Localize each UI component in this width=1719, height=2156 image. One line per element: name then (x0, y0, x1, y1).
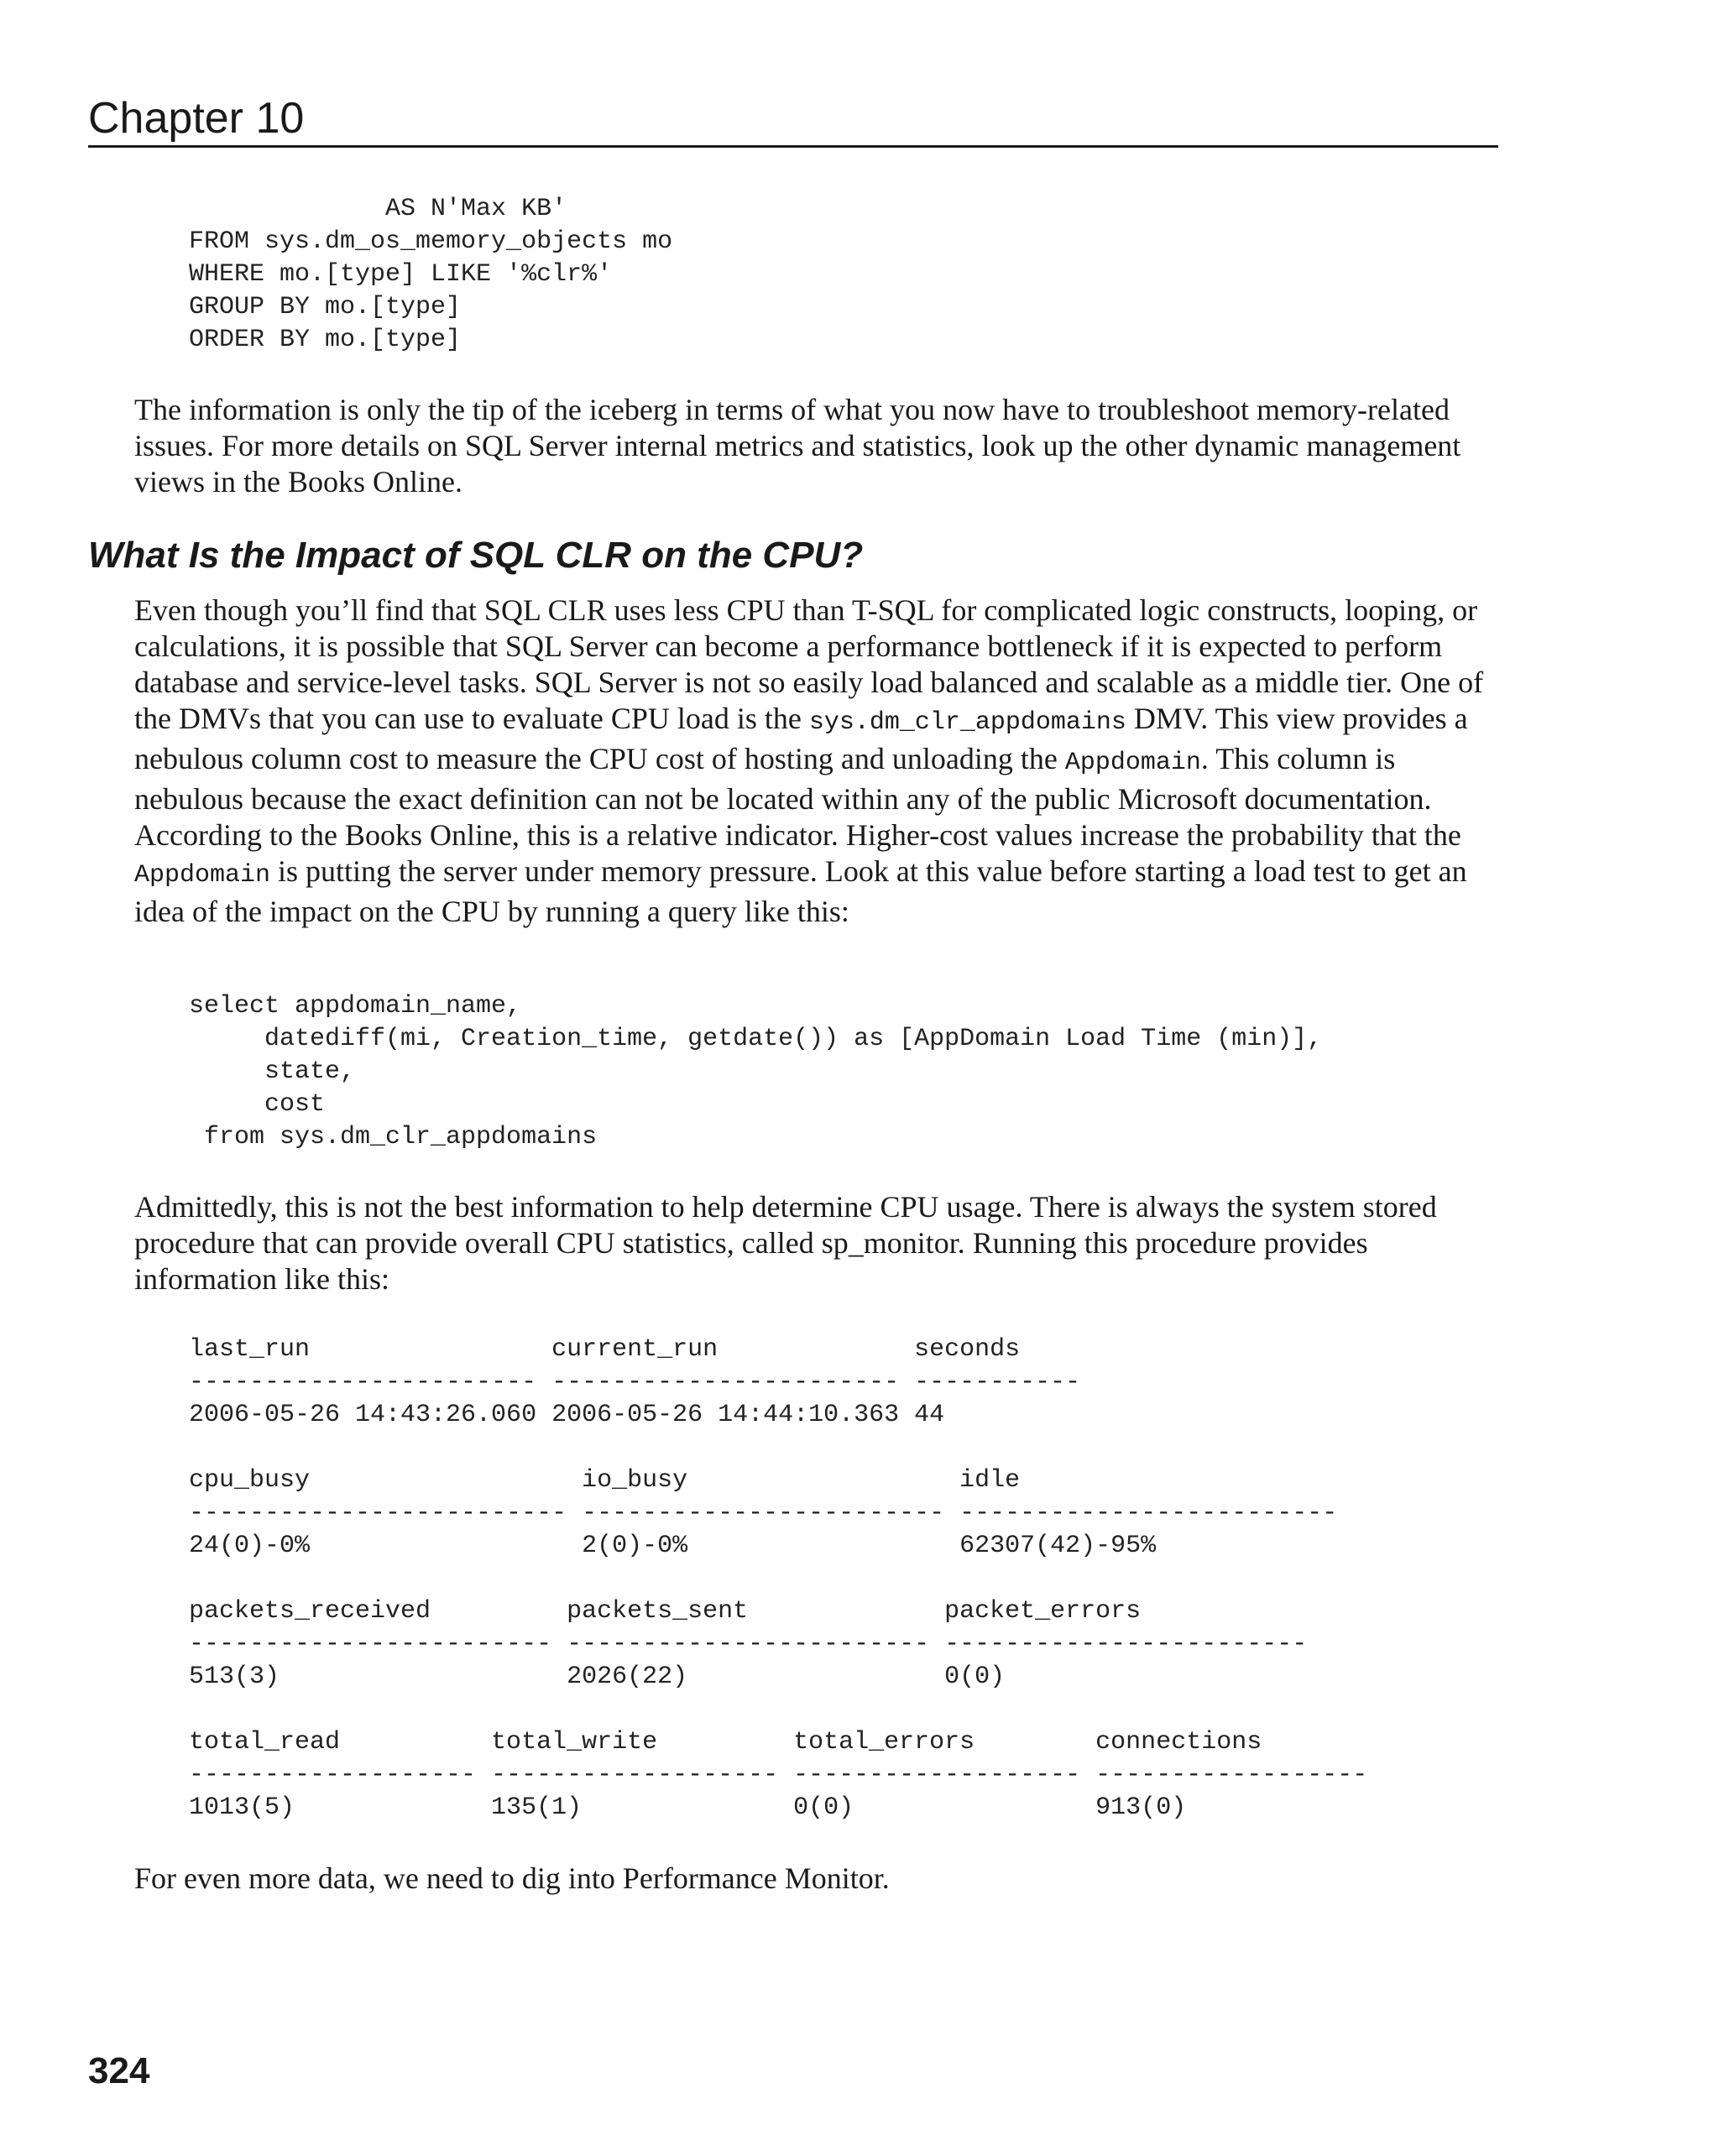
code-block-memory-query: AS N'Max KB' FROM sys.dm_os_memory_objects mo WHERE mo.[type] LIKE '%clr%' GROUP BY mo.[type] ORDER BY mo.[type] (189, 195, 673, 354)
paragraph-performance-monitor: For even more data, we need to dig into Performance Monitor. (134, 1861, 890, 1895)
inline-code-appdomain: Appdomain (134, 861, 271, 890)
page-number: 324 (88, 2050, 150, 2091)
paragraph-text: . This column is nebulous because the exact definition can not be located within any of the public Microsoft documentation. According to the Books Online, this is a relative indicator. Higher-cost values increase the probability that the (134, 742, 1461, 852)
paragraph-sp-monitor: Admittedly, this is not the best information to help determine CPU usage. There is always the system stored procedure that can provide overall CPU statistics, called sp_monitor. Running this procedure provides information like this: (134, 1190, 1437, 1296)
paragraph-memory-info: The information is only the tip of the iceberg in terms of what you now have to troubleshoot memory-related issues. For more details on SQL Server internal metrics and statistics, look up the other dynamic management views in the Books Online. (134, 393, 1461, 499)
sp-monitor-output: last_run current_run seconds ----------------------- ----------------------- ----------- 2006-05-26 14:43:26.060 2006-05-26 14:44:10.363 44 cpu_busy io_busy idle ------------------------- ------------------------ ------------------------- 24(0)-0% 2(0)-0% 62307(42)-95% packets_received packets_sent packet_errors ------------------------ ------------------------ ------------------------ 513(3) 2026(22) 0(0) total_read total_write total_errors connections ------------------- ------------------- ------------------- ------------------ 1013(5) 135(1) 0(0) 913(0) (189, 1335, 1368, 1822)
section-heading: What Is the Impact of SQL CLR on the CPU? (88, 535, 864, 576)
code-block-appdomain-query: select appdomain_name, datediff(mi, Creation_time, getdate()) as [AppDomain Load Time (min)], state, cost from sys.dm_clr_appdomains (189, 992, 1323, 1151)
paragraph-text: is putting the server under memory pressure. Look at this value before starting a load test to get an idea of the impact on the CPU by running a query like this: (134, 854, 1467, 928)
chapter-title: Chapter 10 (88, 94, 305, 143)
inline-code-appdomain: Appdomain (1064, 749, 1201, 777)
chapter-header (88, 88, 1498, 148)
paragraph-text: DMV. This view provides a nebulous column cost to measure the CPU cost of hosting and unloading the (134, 702, 1468, 775)
paragraph-text: Even though you’ll find that SQL CLR uses less CPU than T-SQL for complicated logic constructs, looping, or calculations, it is possible that SQL Server can become a performance bottleneck if it is expected to perform database and service-level tasks. SQL Server is not so easily load balanced and scalable as a middle tier. One of the DMVs that you can use to evaluate CPU load is the (134, 593, 1484, 735)
inline-code-dmv: sys.dm_clr_appdomains (808, 708, 1126, 737)
paragraph-cpu-impact (134, 593, 1498, 930)
